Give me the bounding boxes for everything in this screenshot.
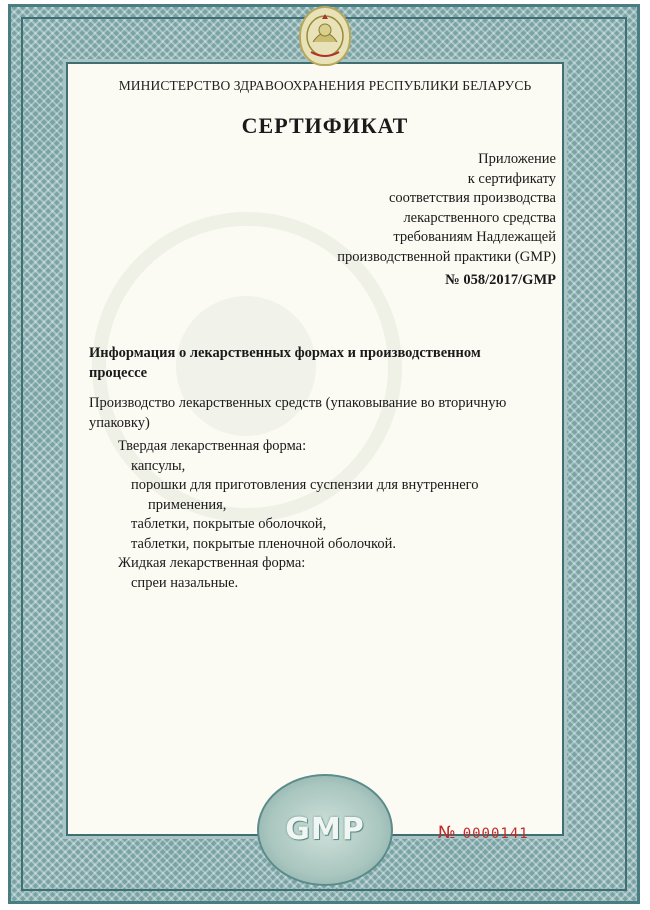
production-description <box>89 393 539 433</box>
list-item: таблетки, покрытые оболочкой, <box>131 516 327 532</box>
liquid-form-title: Жидкая лекарственная форма: <box>118 555 306 571</box>
annex-line: Приложение <box>478 151 556 167</box>
certificate-title: СЕРТИФИКАТ <box>241 113 409 138</box>
heading-line: процессе <box>89 365 148 381</box>
liquid-form-block <box>118 554 528 593</box>
solid-form-title: Твердая лекарственная форма: <box>118 438 307 454</box>
annex-line: производственной практики (GMP) <box>337 248 556 265</box>
annex-caption <box>337 150 556 267</box>
annex-line: требованиям Надлежащей <box>393 229 556 245</box>
ministry-name: МИНИСТЕРСТВО ЗДРАВООХРАНЕНИЯ РЕСПУБЛИКИ БЕЛАРУСЬ <box>118 78 532 93</box>
list-item: порошки для приготовления суспензии для внутреннего <box>131 477 479 493</box>
list-item: спреи назальные. <box>131 574 239 591</box>
solid-form-block <box>118 437 528 554</box>
certificate-number: № 058/2017/GMP <box>445 272 556 288</box>
production-line: Производство лекарственных средств (упаковывание во вторичную <box>89 395 507 411</box>
heading-line: Информация о лекарственных формах и производственном <box>89 345 481 361</box>
serial-number <box>438 823 529 843</box>
section-heading <box>89 343 529 383</box>
list-item-continuation: применения, <box>148 496 227 513</box>
serial-value: 0000141 <box>462 826 529 842</box>
production-line: упаковку) <box>89 415 150 431</box>
annex-line: лекарственного средства <box>403 209 556 226</box>
number-symbol: № <box>438 823 457 843</box>
gmp-seal-text: GMP <box>285 812 365 847</box>
annex-line: соответствия производства <box>388 190 556 206</box>
list-item: таблетки, покрытые пленочной оболочкой. <box>131 535 397 552</box>
annex-line: к сертификату <box>467 170 556 187</box>
list-item: капсулы, <box>131 457 186 474</box>
state-emblem-icon <box>299 6 351 66</box>
